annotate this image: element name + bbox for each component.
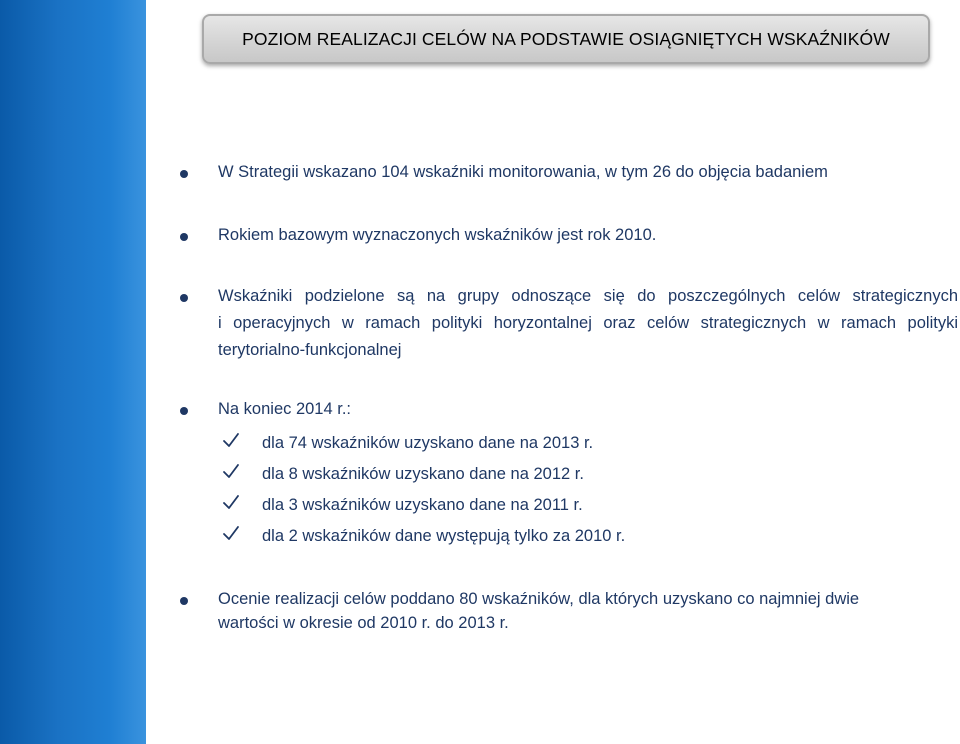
checkmark-icon <box>222 462 240 480</box>
bullet-text-5-line-1: Ocenie realizacji celów poddano 80 wskaźników, dla których uzyskano co najmniej dwie <box>218 590 860 608</box>
slide-title-box <box>202 14 930 64</box>
bullet-text-4: Na koniec 2014 r.: <box>218 400 351 418</box>
side-accent-bar <box>0 0 146 744</box>
checkmark-icon <box>222 431 240 449</box>
bullet-dot-icon <box>180 597 188 605</box>
bullet-dot-icon <box>180 170 188 178</box>
checkmark-icon <box>222 524 240 542</box>
sub-item-4: dla 2 wskaźników dane występują tylko za 2010 r. <box>262 527 626 545</box>
sub-item-2: dla 8 wskaźników uzyskano dane na 2012 r. <box>262 465 584 483</box>
bullet-text-3-line-2: i operacyjnych w ramach polityki horyzontalnej oraz celów strategicznych w ramach polityki <box>218 314 958 332</box>
checkmark-icon <box>222 493 240 511</box>
bullet-dot-icon <box>180 233 188 241</box>
sub-item-1: dla 74 wskaźników uzyskano dane na 2013 r. <box>262 434 594 452</box>
bullet-dot-icon <box>180 407 188 415</box>
bullet-text-3-line-1: Wskaźniki podzielone są na grupy odnoszące się do poszczególnych celów strategicznych <box>218 287 958 305</box>
sub-item-3: dla 3 wskaźników uzyskano dane na 2011 r. <box>262 496 583 514</box>
bullet-dot-icon <box>180 294 188 302</box>
bullet-text-1: W Strategii wskazano 104 wskaźniki monitorowania, w tym 26 do objęcia badaniem <box>218 163 828 181</box>
bullet-text-2: Rokiem bazowym wyznaczonych wskaźników jest rok 2010. <box>218 226 657 244</box>
slide-title: POZIOM REALIZACJI CELÓW NA PODSTAWIE OSIĄGNIĘTYCH WSKAŹNIKÓW <box>242 28 890 49</box>
bullet-text-3-line-3: terytorialno-funkcjonalnej <box>218 341 402 359</box>
bullet-text-5-line-2: wartości w okresie od 2010 r. do 2013 r. <box>218 614 509 632</box>
